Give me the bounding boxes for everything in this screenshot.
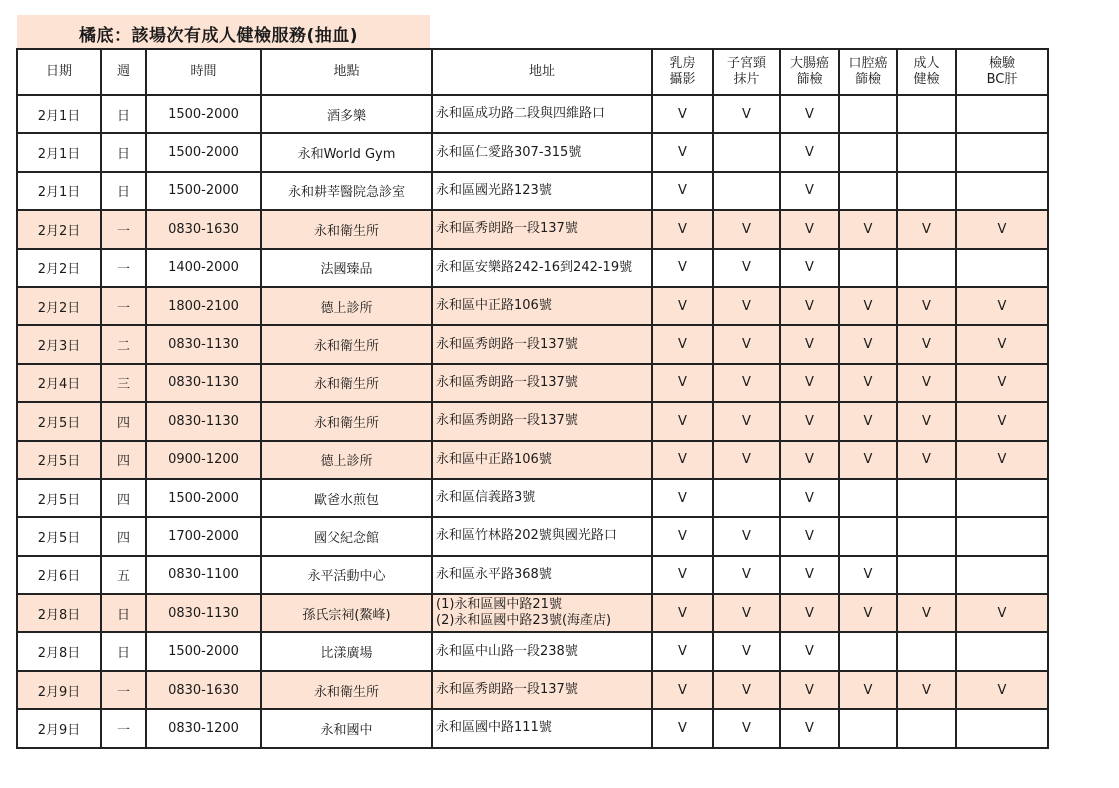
cell-weekday: 一 (101, 210, 146, 248)
cell-address (432, 671, 652, 709)
cell-breast: V (652, 402, 713, 440)
cell-weekday: 四 (101, 441, 146, 479)
table-row (17, 133, 1048, 171)
cell-date: 2月9日 (17, 671, 101, 709)
cell-weekday: 一 (101, 709, 146, 747)
cell-colon: V (780, 594, 839, 632)
cell-oral: V (839, 556, 897, 594)
table-row (17, 325, 1048, 363)
cell-breast: V (652, 441, 713, 479)
cell-pap: V (713, 95, 780, 133)
cell-breast: V (652, 479, 713, 517)
header-date: 日期 (17, 49, 101, 95)
cell-date: 2月2日 (17, 287, 101, 325)
table-row (17, 556, 1048, 594)
table-row (17, 210, 1048, 248)
cell-venue: 法國臻品 (261, 249, 432, 287)
cell-bc (956, 249, 1048, 287)
cell-venue: 永和耕莘醫院急診室 (261, 172, 432, 210)
cell-pap: V (713, 594, 780, 632)
title-bar (17, 15, 430, 48)
cell-breast: V (652, 517, 713, 555)
cell-date: 2月2日 (17, 249, 101, 287)
cell-time: 0830-1200 (146, 709, 261, 747)
table-row (17, 632, 1048, 670)
cell-bc (956, 632, 1048, 670)
address-line: 永和區秀朗路一段137號 (436, 374, 578, 390)
cell-colon: V (780, 95, 839, 133)
cell-date: 2月9日 (17, 709, 101, 747)
cell-venue: 德上診所 (261, 441, 432, 479)
cell-adult: V (897, 402, 956, 440)
header-row (17, 49, 1048, 95)
cell-venue: 永和國中 (261, 709, 432, 747)
cell-oral (839, 95, 897, 133)
cell-venue: 孫氏宗祠(鰲峰) (261, 594, 432, 632)
cell-oral: V (839, 325, 897, 363)
cell-date: 2月5日 (17, 402, 101, 440)
cell-address (432, 709, 652, 747)
cell-oral (839, 172, 897, 210)
cell-bc (956, 95, 1048, 133)
cell-colon: V (780, 671, 839, 709)
cell-address (432, 517, 652, 555)
cell-adult (897, 249, 956, 287)
cell-address (432, 479, 652, 517)
cell-address (432, 210, 652, 248)
cell-time: 0830-1130 (146, 594, 261, 632)
cell-weekday: 四 (101, 402, 146, 440)
cell-venue: 永和衛生所 (261, 325, 432, 363)
address-line: (2)永和區國中路23號(海產店) (436, 613, 612, 629)
cell-breast: V (652, 556, 713, 594)
cell-bc: V (956, 325, 1048, 363)
cell-adult: V (897, 210, 956, 248)
address-line: 永和區秀朗路一段137號 (436, 336, 578, 352)
cell-address (432, 133, 652, 171)
cell-time: 1800-2100 (146, 287, 261, 325)
header-breast: 乳房 攝影 (652, 49, 713, 95)
cell-pap: V (713, 556, 780, 594)
cell-oral: V (839, 441, 897, 479)
cell-date: 2月1日 (17, 133, 101, 171)
cell-oral (839, 517, 897, 555)
cell-venue: 永和衛生所 (261, 671, 432, 709)
table-row (17, 479, 1048, 517)
cell-colon: V (780, 517, 839, 555)
cell-bc: V (956, 671, 1048, 709)
cell-address (432, 172, 652, 210)
cell-colon: V (780, 133, 839, 171)
cell-date: 2月4日 (17, 364, 101, 402)
address-line: 永和區中正路106號 (436, 298, 552, 314)
cell-oral: V (839, 210, 897, 248)
address-line: 永和區中山路一段238號 (436, 643, 578, 659)
cell-colon: V (780, 364, 839, 402)
cell-address (432, 594, 652, 632)
cell-adult (897, 556, 956, 594)
address-line: 永和區永平路368號 (436, 566, 552, 582)
cell-adult: V (897, 441, 956, 479)
cell-adult: V (897, 287, 956, 325)
cell-weekday: 一 (101, 671, 146, 709)
address-line: 永和區秀朗路一段137號 (436, 413, 578, 429)
cell-breast: V (652, 671, 713, 709)
cell-time: 1500-2000 (146, 95, 261, 133)
cell-breast: V (652, 632, 713, 670)
cell-adult: V (897, 325, 956, 363)
cell-breast: V (652, 594, 713, 632)
cell-venue: 歐爸水煎包 (261, 479, 432, 517)
cell-address (432, 287, 652, 325)
cell-pap: V (713, 287, 780, 325)
cell-pap: V (713, 632, 780, 670)
cell-bc: V (956, 594, 1048, 632)
cell-weekday: 五 (101, 556, 146, 594)
table-row (17, 671, 1048, 709)
cell-weekday: 四 (101, 517, 146, 555)
cell-adult (897, 133, 956, 171)
table-row (17, 441, 1048, 479)
cell-colon: V (780, 556, 839, 594)
address-line: 永和區國中路111號 (436, 720, 552, 736)
cell-weekday: 三 (101, 364, 146, 402)
cell-pap: V (713, 517, 780, 555)
schedule-table (16, 48, 1049, 749)
cell-date: 2月5日 (17, 441, 101, 479)
cell-date: 2月5日 (17, 479, 101, 517)
cell-bc (956, 133, 1048, 171)
cell-colon: V (780, 441, 839, 479)
cell-colon: V (780, 172, 839, 210)
cell-date: 2月1日 (17, 95, 101, 133)
cell-oral: V (839, 287, 897, 325)
cell-colon: V (780, 479, 839, 517)
cell-breast: V (652, 709, 713, 747)
cell-adult (897, 517, 956, 555)
cell-colon: V (780, 287, 839, 325)
cell-bc: V (956, 210, 1048, 248)
cell-time: 1500-2000 (146, 632, 261, 670)
address-line: 永和區中正路106號 (436, 451, 552, 467)
cell-colon: V (780, 249, 839, 287)
cell-colon: V (780, 709, 839, 747)
cell-venue: 德上診所 (261, 287, 432, 325)
table-row (17, 709, 1048, 747)
cell-oral (839, 479, 897, 517)
cell-address (432, 632, 652, 670)
cell-oral: V (839, 364, 897, 402)
cell-pap (713, 172, 780, 210)
cell-pap: V (713, 441, 780, 479)
cell-date: 2月5日 (17, 517, 101, 555)
cell-address (432, 441, 652, 479)
cell-colon: V (780, 325, 839, 363)
cell-colon: V (780, 402, 839, 440)
address-line: 永和區安樂路242-16到242-19號 (436, 259, 633, 275)
cell-oral (839, 632, 897, 670)
cell-adult (897, 709, 956, 747)
cell-venue: 永和衛生所 (261, 402, 432, 440)
header-colon: 大腸癌 篩檢 (780, 49, 839, 95)
cell-address (432, 402, 652, 440)
cell-weekday: 日 (101, 172, 146, 210)
cell-venue: 永平活動中心 (261, 556, 432, 594)
cell-time: 0830-1130 (146, 325, 261, 363)
cell-date: 2月8日 (17, 594, 101, 632)
cell-breast: V (652, 325, 713, 363)
cell-time: 1500-2000 (146, 479, 261, 517)
cell-adult (897, 95, 956, 133)
cell-time: 1400-2000 (146, 249, 261, 287)
page-title: 橘底：該場次有成人健檢服務(抽血) (79, 26, 359, 46)
table-row (17, 594, 1048, 632)
cell-date: 2月8日 (17, 632, 101, 670)
cell-weekday: 日 (101, 594, 146, 632)
cell-date: 2月2日 (17, 210, 101, 248)
cell-date: 2月1日 (17, 172, 101, 210)
cell-time: 1500-2000 (146, 172, 261, 210)
cell-bc (956, 172, 1048, 210)
cell-time: 0830-1130 (146, 364, 261, 402)
cell-oral: V (839, 594, 897, 632)
cell-oral: V (839, 671, 897, 709)
cell-pap: V (713, 671, 780, 709)
cell-colon: V (780, 632, 839, 670)
cell-venue: 永和World Gym (261, 133, 432, 171)
header-weekday: 週 (101, 49, 146, 95)
cell-colon: V (780, 210, 839, 248)
cell-breast: V (652, 172, 713, 210)
cell-pap (713, 479, 780, 517)
cell-pap: V (713, 709, 780, 747)
cell-adult: V (897, 671, 956, 709)
cell-breast: V (652, 133, 713, 171)
address-line: 永和區竹林路202號與國光路口 (436, 528, 617, 544)
table-row (17, 364, 1048, 402)
address-line: 永和區成功路二段與四維路口 (436, 106, 606, 122)
cell-pap (713, 133, 780, 171)
cell-time: 1500-2000 (146, 133, 261, 171)
cell-bc (956, 556, 1048, 594)
table-row (17, 172, 1048, 210)
cell-breast: V (652, 364, 713, 402)
cell-time: 1700-2000 (146, 517, 261, 555)
header-venue: 地點 (261, 49, 432, 95)
header-pap: 子宮頸 抹片 (713, 49, 780, 95)
cell-address (432, 364, 652, 402)
cell-adult (897, 172, 956, 210)
cell-time: 0830-1630 (146, 671, 261, 709)
cell-weekday: 二 (101, 325, 146, 363)
cell-oral: V (839, 402, 897, 440)
cell-adult: V (897, 364, 956, 402)
header-bc: 檢驗 BC肝 (956, 49, 1048, 95)
cell-time: 0900-1200 (146, 441, 261, 479)
cell-weekday: 日 (101, 632, 146, 670)
cell-breast: V (652, 287, 713, 325)
cell-time: 0830-1100 (146, 556, 261, 594)
cell-oral (839, 249, 897, 287)
cell-venue: 比漾廣場 (261, 632, 432, 670)
address-line: (1)永和區國中路21號 (436, 597, 562, 613)
header-time: 時間 (146, 49, 261, 95)
cell-breast: V (652, 249, 713, 287)
cell-pap: V (713, 364, 780, 402)
cell-date: 2月6日 (17, 556, 101, 594)
cell-oral (839, 709, 897, 747)
cell-venue: 國父紀念館 (261, 517, 432, 555)
cell-pap: V (713, 325, 780, 363)
cell-address (432, 325, 652, 363)
address-line: 永和區秀朗路一段137號 (436, 221, 578, 237)
address-line: 永和區秀朗路一段137號 (436, 682, 578, 698)
cell-adult: V (897, 594, 956, 632)
cell-weekday: 一 (101, 249, 146, 287)
cell-address (432, 95, 652, 133)
cell-pap: V (713, 210, 780, 248)
address-line: 永和區仁愛路307-315號 (436, 144, 582, 160)
cell-adult (897, 632, 956, 670)
address-line: 永和區國光路123號 (436, 182, 552, 198)
cell-bc: V (956, 402, 1048, 440)
cell-bc: V (956, 287, 1048, 325)
cell-breast: V (652, 210, 713, 248)
cell-venue: 永和衛生所 (261, 364, 432, 402)
cell-address (432, 249, 652, 287)
cell-weekday: 日 (101, 133, 146, 171)
header-oral: 口腔癌 篩檢 (839, 49, 897, 95)
table-row (17, 517, 1048, 555)
cell-time: 0830-1130 (146, 402, 261, 440)
cell-bc: V (956, 364, 1048, 402)
table-row (17, 249, 1048, 287)
cell-oral (839, 133, 897, 171)
cell-venue: 永和衛生所 (261, 210, 432, 248)
cell-adult (897, 479, 956, 517)
header-adult: 成人 健檢 (897, 49, 956, 95)
cell-pap: V (713, 402, 780, 440)
cell-venue: 酒多樂 (261, 95, 432, 133)
table-row (17, 287, 1048, 325)
cell-weekday: 一 (101, 287, 146, 325)
cell-bc (956, 479, 1048, 517)
cell-bc: V (956, 441, 1048, 479)
header-address: 地址 (432, 49, 652, 95)
cell-time: 0830-1630 (146, 210, 261, 248)
cell-address (432, 556, 652, 594)
cell-date: 2月3日 (17, 325, 101, 363)
cell-bc (956, 517, 1048, 555)
table-row (17, 402, 1048, 440)
address-line: 永和區信義路3號 (436, 490, 536, 506)
cell-pap: V (713, 249, 780, 287)
cell-weekday: 四 (101, 479, 146, 517)
table-row (17, 95, 1048, 133)
cell-bc (956, 709, 1048, 747)
cell-weekday: 日 (101, 95, 146, 133)
cell-breast: V (652, 95, 713, 133)
